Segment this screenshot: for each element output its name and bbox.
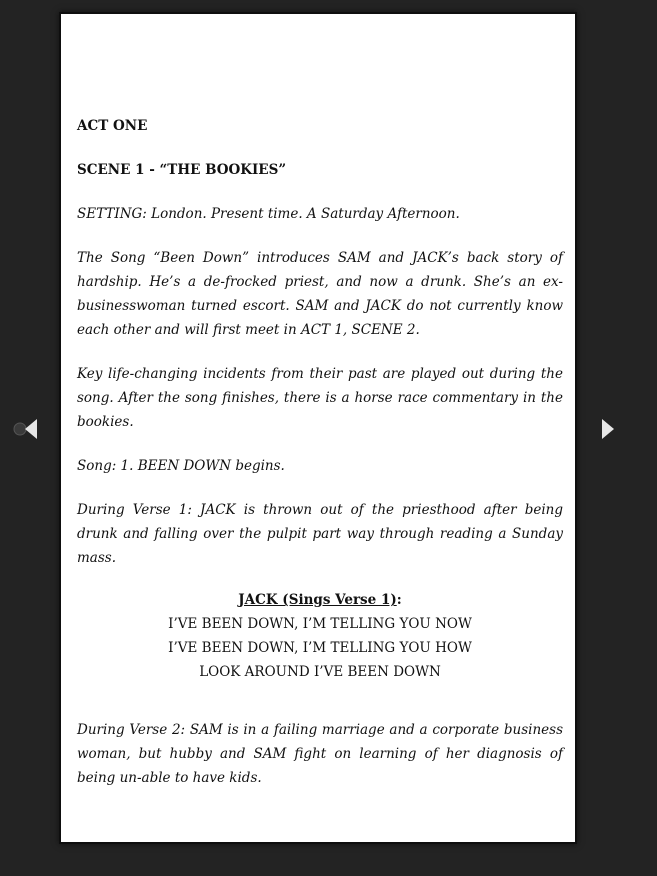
previous-page-button[interactable] [12, 416, 42, 442]
arrow-left-icon [12, 416, 42, 442]
page-content [77, 114, 563, 810]
lyric-line: I’VE BEEN DOWN, I’M TELLING YOU NOW [168, 616, 472, 632]
intro-paragraph: The Song “Been Down” introduces SAM and JACK’s back story of hardship. He’s a de-frocked priest, and now a drunk. She’s an ex-businesswoman turned escort. SAM and JACK do not currently know each other and will first meet in ACT 1, SCENE 2. [77, 250, 563, 338]
document-page [59, 12, 577, 844]
act-heading: ACT ONE [77, 118, 148, 134]
verse2-note: During Verse 2: SAM is in a failing marriage and a corporate business woman, but hubby and SAM fight on learning of her diagnosis of being un-able to have kids. [77, 722, 563, 786]
verse1-note: During Verse 1: JACK is thrown out of the priesthood after being drunk and falling over the pulpit part way through reading a Sunday mass. [77, 502, 563, 566]
key-incidents-paragraph: Key life-changing incidents from their past are played out during the song. After the song finishes, there is a horse race commentary in the bookies. [77, 366, 563, 430]
lyrics-header-colon: : [396, 592, 402, 608]
lyric-line: LOOK AROUND I’VE BEEN DOWN [199, 664, 441, 680]
setting-text: SETTING: London. Present time. A Saturday Afternoon. [77, 206, 460, 222]
lyrics-block [77, 588, 563, 684]
song-line: Song: 1. BEEN DOWN begins. [77, 458, 285, 474]
lyrics-header [77, 588, 563, 612]
scene-heading: SCENE 1 - “THE BOOKIES” [77, 162, 287, 178]
arrow-right-icon [598, 416, 620, 442]
next-page-button[interactable] [598, 416, 620, 442]
lyric-line: I’VE BEEN DOWN, I’M TELLING YOU HOW [168, 640, 472, 656]
lyrics-header-text: JACK (Sings Verse 1) [238, 592, 397, 608]
